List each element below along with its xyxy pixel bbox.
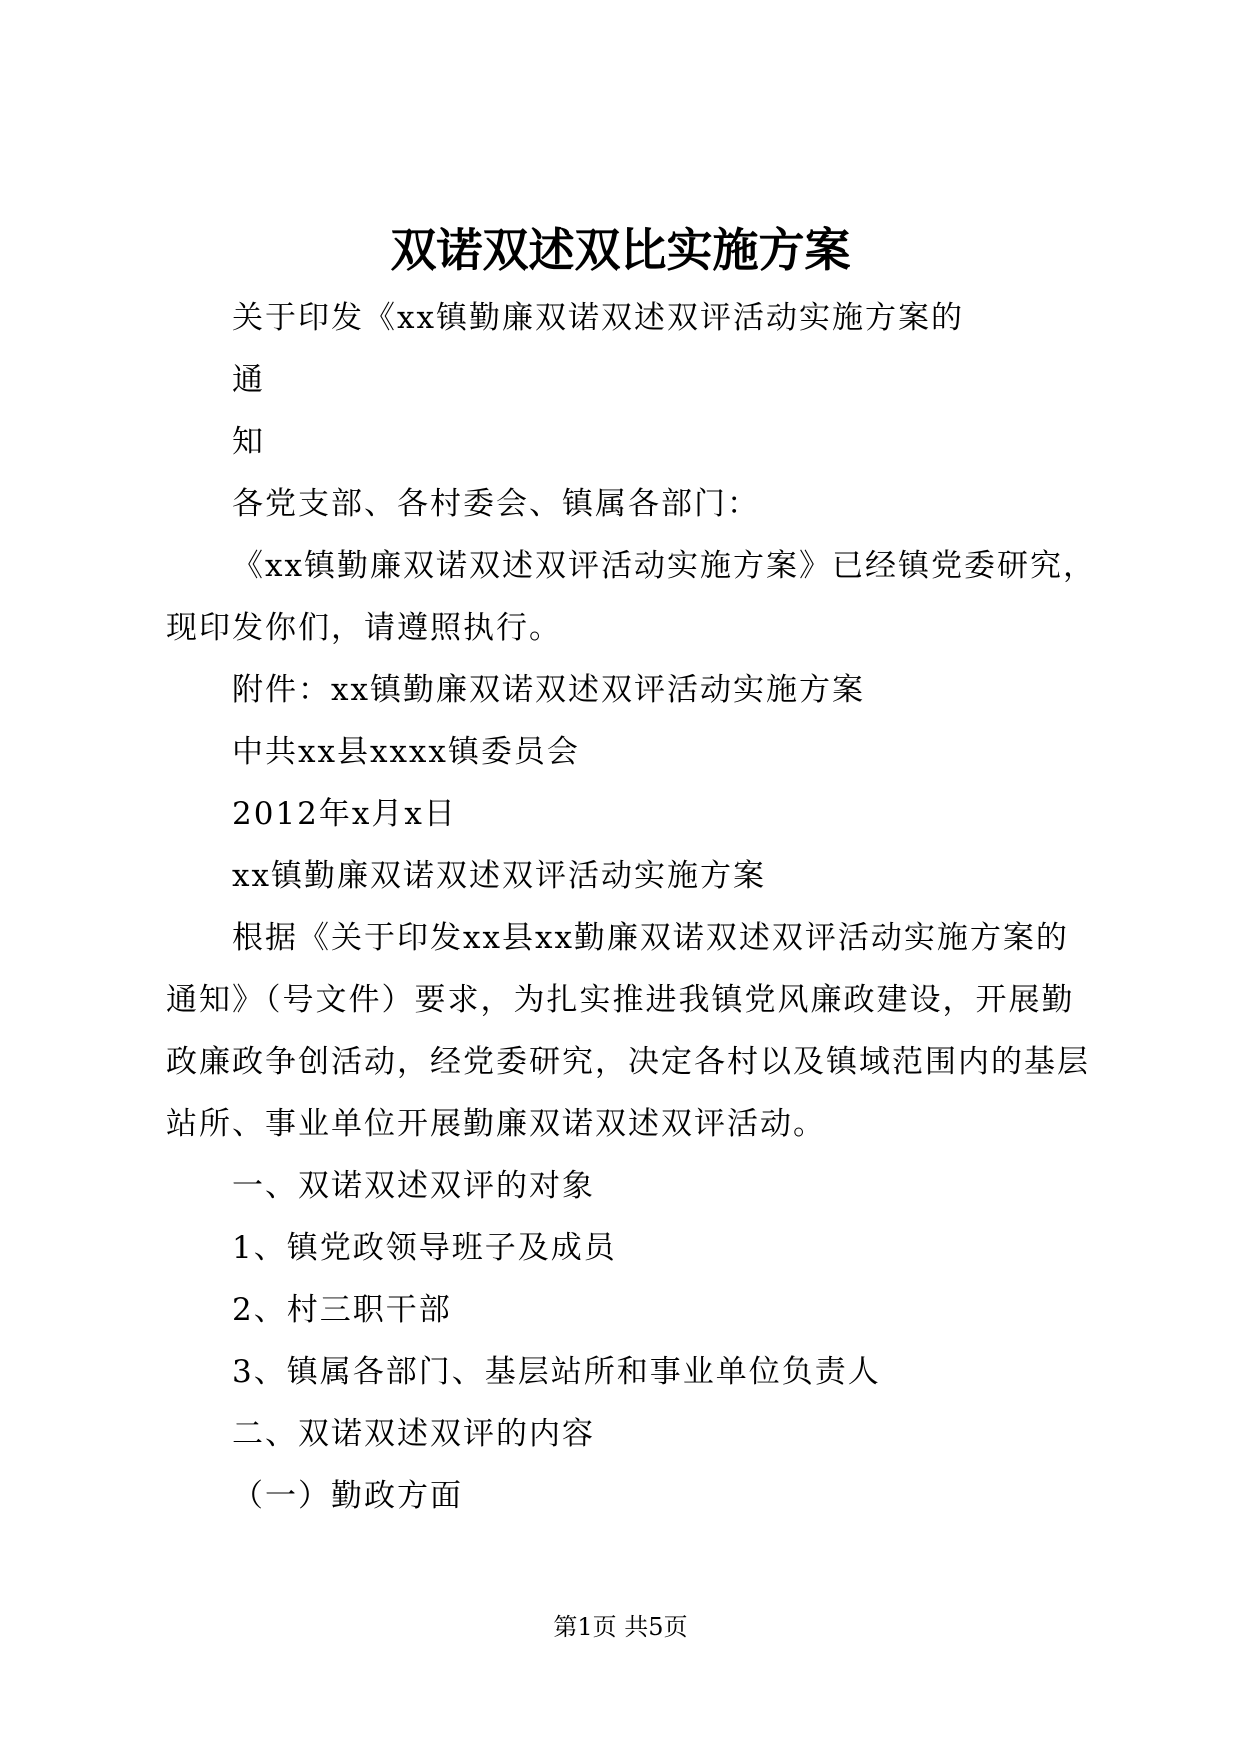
body-line: xx镇勤廉双诺双述双评活动实施方案 xyxy=(232,858,766,894)
body-line: 2、村三职干部 xyxy=(232,1292,452,1328)
body-line: 二、双诺双述双评的内容 xyxy=(232,1416,595,1452)
body-line: 站所、事业单位开展勤廉双诺双述双评活动。 xyxy=(166,1106,826,1142)
body-line: 知 xyxy=(232,424,265,460)
body-line: 一、双诺双述双评的对象 xyxy=(232,1168,595,1204)
body-line: 关于印发《xx镇勤廉双诺双述双评活动实施方案的 xyxy=(232,300,964,336)
body-line: 根据《关于印发xx县xx勤廉双诺双述双评活动实施方案的 xyxy=(232,920,1069,956)
body-line: 2012年x月x日 xyxy=(232,796,457,832)
page-footer: 第1页 共5页 xyxy=(553,1613,688,1641)
body-line: 通知》（号文件）要求，为扎实推进我镇党风廉政建设，开展勤 xyxy=(166,982,1075,1018)
body-line: 3、镇属各部门、基层站所和事业单位负责人 xyxy=(232,1354,881,1390)
body-line: 《xx镇勤廉双诺双述双评活动实施方案》已经镇党委研究， xyxy=(232,548,1096,584)
body-line: 各党支部、各村委会、镇属各部门： xyxy=(232,486,760,522)
body-line: 现印发你们，请遵照执行。 xyxy=(166,610,562,646)
body-line: 政廉政争创活动，经党委研究，决定各村以及镇域范围内的基层 xyxy=(166,1044,1090,1080)
document-title: 双诺双述双比实施方案 xyxy=(390,223,851,277)
body-line: 附件：xx镇勤廉双诺双述双评活动实施方案 xyxy=(232,672,865,708)
body-line: （一）勤政方面 xyxy=(232,1478,463,1514)
body-line: 通 xyxy=(232,362,265,398)
body-line: 1、镇党政领导班子及成员 xyxy=(232,1230,617,1266)
body-line: 中共xx县xxxx镇委员会 xyxy=(232,734,580,770)
